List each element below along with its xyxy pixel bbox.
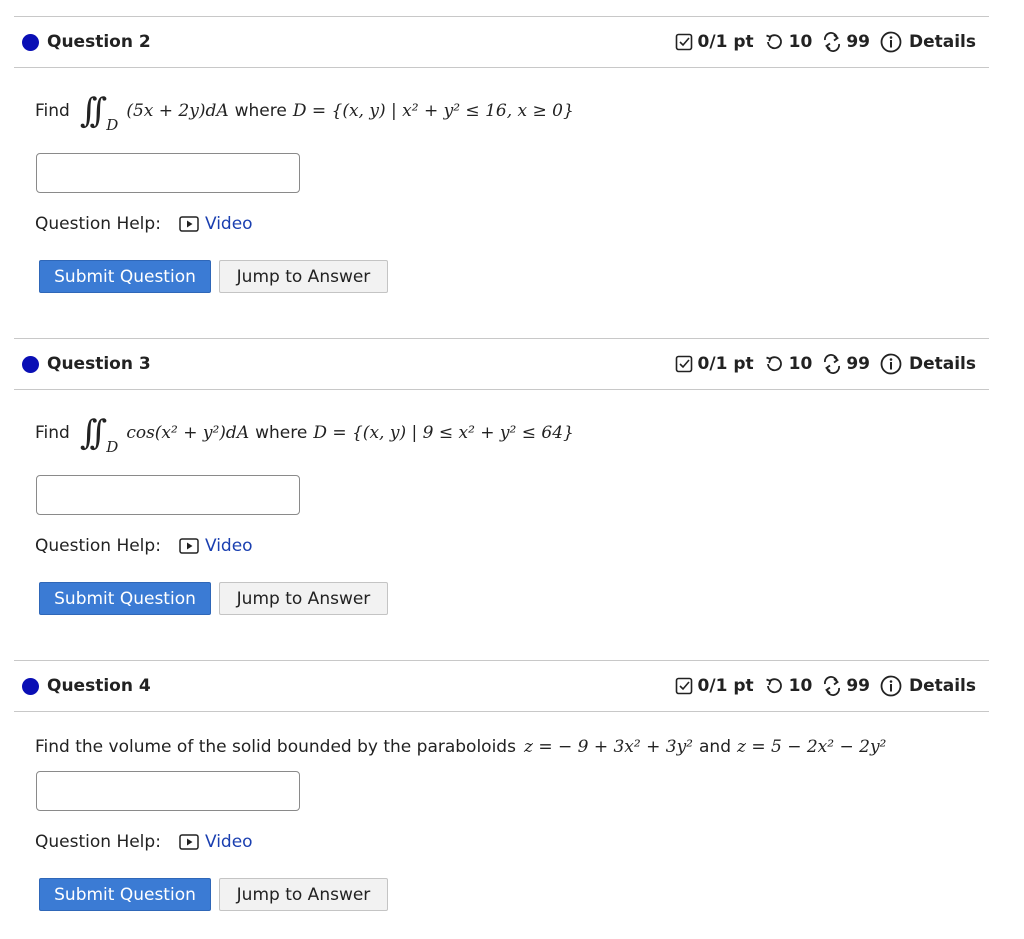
question-help	[35, 832, 253, 852]
jump-to-answer-button[interactable]: Jump to Answer	[219, 582, 388, 615]
question-prompt: Find ∫∫ D cos(x² + y²)dA where D = {(x, y) | 9 ≤ x² + y² ≤ 64}	[35, 413, 574, 456]
question-status-dot	[22, 678, 39, 695]
info-icon[interactable]	[880, 675, 902, 697]
retries-count: 10	[788, 676, 813, 696]
attempts-count: 99	[846, 354, 870, 374]
where-text: where	[234, 101, 287, 121]
question-title: Question 3	[47, 354, 151, 374]
video-label: Video	[204, 214, 253, 234]
where-text: where	[255, 423, 308, 443]
question-header	[14, 660, 989, 712]
score-text: 0/1 pt	[697, 354, 754, 374]
question-header	[14, 338, 989, 390]
double-integral-symbol: ∫∫	[79, 91, 100, 131]
info-icon[interactable]	[880, 31, 902, 53]
submit-question-button[interactable]: Submit Question	[39, 582, 211, 615]
domain-expression: D = {(x, y) | 9 ≤ x² + y² ≤ 64}	[313, 423, 574, 443]
answer-input[interactable]	[36, 771, 300, 811]
retries-count: 10	[788, 354, 813, 374]
question-status-dot	[22, 356, 39, 373]
help-label: Question Help:	[35, 214, 161, 234]
video-icon	[179, 538, 199, 554]
video-icon	[179, 834, 199, 850]
video-icon	[179, 216, 199, 232]
domain-expression: D = {(x, y) | x² + y² ≤ 16, x ≥ 0}	[292, 101, 574, 121]
question-meta	[675, 675, 976, 697]
retry-icon	[764, 676, 784, 696]
video-label: Video	[204, 536, 253, 556]
retry-icon	[764, 354, 784, 374]
prompt-text: Find the volume of the solid bounded by the paraboloids	[35, 737, 516, 757]
video-link[interactable]	[179, 536, 253, 556]
question-prompt	[35, 737, 886, 757]
prompt-prefix: Find	[35, 101, 70, 121]
question-meta	[675, 353, 976, 375]
help-label: Question Help:	[35, 536, 161, 556]
retries-count: 10	[788, 32, 813, 52]
answer-input[interactable]	[36, 153, 300, 193]
score-text: 0/1 pt	[697, 676, 754, 696]
attempts-icon	[822, 32, 842, 52]
jump-to-answer-button[interactable]: Jump to Answer	[219, 878, 388, 911]
video-label: Video	[204, 832, 253, 852]
details-link[interactable]: Details	[908, 354, 976, 374]
answer-input[interactable]	[36, 475, 300, 515]
details-link[interactable]: Details	[908, 676, 976, 696]
video-link[interactable]	[179, 214, 253, 234]
video-link[interactable]	[179, 832, 253, 852]
help-label: Question Help:	[35, 832, 161, 852]
question-prompt: Find ∫∫ D (5x + 2y)dA where D = {(x, y) | x² + y² ≤ 16, x ≥ 0}	[35, 91, 574, 134]
jump-to-answer-button[interactable]: Jump to Answer	[219, 260, 388, 293]
question-meta	[675, 31, 976, 53]
question-help	[35, 214, 253, 234]
expression-1: z = − 9 + 3x² + 3y²	[523, 737, 693, 757]
question-title: Question 4	[47, 676, 151, 696]
submit-question-button[interactable]: Submit Question	[39, 878, 211, 911]
details-link[interactable]: Details	[908, 32, 976, 52]
question-title: Question 2	[47, 32, 151, 52]
score-text: 0/1 pt	[697, 32, 754, 52]
expression-2: z = 5 − 2x² − 2y²	[736, 737, 887, 757]
checkbox-score-icon	[675, 355, 693, 373]
question-status-dot	[22, 34, 39, 51]
integrand: (5x + 2y)dA	[126, 101, 229, 121]
double-integral-symbol: ∫∫	[79, 413, 100, 453]
info-icon[interactable]	[880, 353, 902, 375]
retry-icon	[764, 32, 784, 52]
question-help	[35, 536, 253, 556]
checkbox-score-icon	[675, 33, 693, 51]
question-header	[14, 16, 989, 68]
and-text: and	[699, 737, 731, 757]
integrand: cos(x² + y²)dA	[126, 423, 250, 443]
submit-question-button[interactable]: Submit Question	[39, 260, 211, 293]
attempts-count: 99	[846, 32, 870, 52]
attempts-icon	[822, 354, 842, 374]
checkbox-score-icon	[675, 677, 693, 695]
attempts-count: 99	[846, 676, 870, 696]
attempts-icon	[822, 676, 842, 696]
prompt-prefix: Find	[35, 423, 70, 443]
